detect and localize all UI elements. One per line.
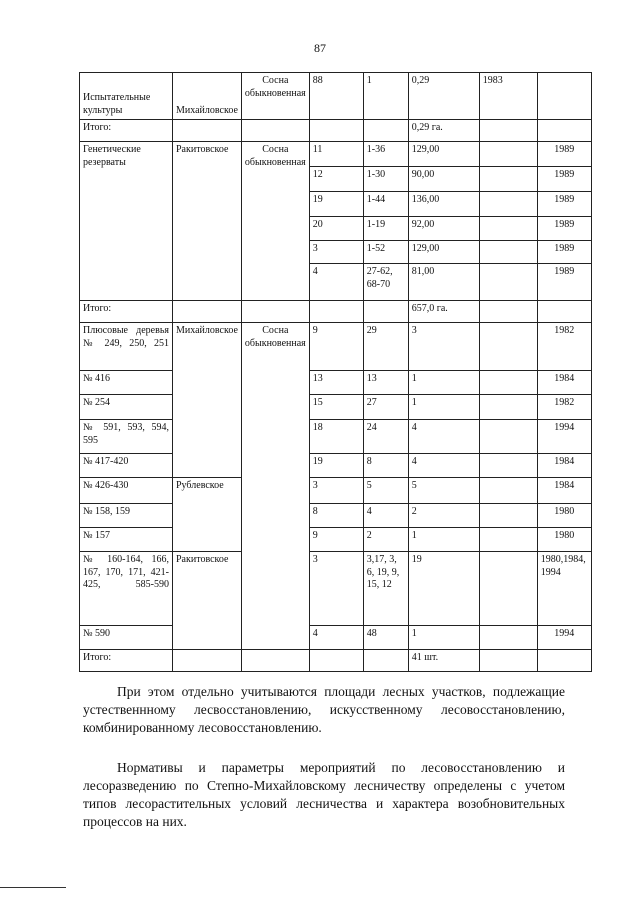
cell-c4: 4 (309, 626, 363, 650)
cell-c8: 1984 (537, 478, 591, 504)
cell-c6: 92,00 (408, 217, 479, 241)
table-row (80, 420, 592, 454)
cell-c5: 8 (363, 454, 408, 478)
cell-c5: 1-36 (363, 142, 408, 167)
cell-c5: 27 (363, 395, 408, 420)
cell-c4: 12 (309, 167, 363, 192)
cell-c4: 18 (309, 420, 363, 454)
cell-c8: 1980 (537, 504, 591, 528)
total-label: Итого: (80, 301, 173, 323)
cell-c4: 20 (309, 217, 363, 241)
cell-name: Испытательные культуры (80, 73, 173, 120)
cell-c6: 1 (408, 371, 479, 395)
cell-c8: 1980,1984,1994 (537, 552, 591, 626)
cell-c4: 8 (309, 504, 363, 528)
cell-name: № 254 (80, 395, 173, 420)
cell-forestry: Ракитовское (173, 552, 242, 650)
cell-c8: 1989 (537, 167, 591, 192)
cell-c4: 4 (309, 264, 363, 301)
cell-c4: 9 (309, 323, 363, 371)
cell-c5: 27-62, 68-70 (363, 264, 408, 301)
total-value: 657,0 га. (408, 301, 479, 323)
cell-c6: 1 (408, 528, 479, 552)
table-row (80, 301, 592, 323)
cell-c7: 1983 (479, 73, 537, 120)
cell-c8: 1989 (537, 192, 591, 217)
cell-name: № 416 (80, 371, 173, 395)
cell-name: Генетические резерваты (80, 142, 173, 301)
cell-c4: 15 (309, 395, 363, 420)
table-row (80, 142, 592, 167)
cell-c5: 1-44 (363, 192, 408, 217)
cell-c5: 1-52 (363, 241, 408, 264)
cell-c4: 3 (309, 552, 363, 626)
table-row (80, 323, 592, 371)
paragraph-1: При этом отдельно учитываются площади лесных участков, подлежащие устественнному лесвосстановлению, искусственному лесовосстановлению, комбинированному лесовосстановлению. (83, 684, 565, 735)
cell-name: Плюсовые деревья № 249, 250, 251 (80, 323, 173, 371)
cell-c6: 5 (408, 478, 479, 504)
cell-c6: 19 (408, 552, 479, 626)
cell-c5: 1-19 (363, 217, 408, 241)
cell-name: № 590 (80, 626, 173, 650)
cell-c8: 1982 (537, 395, 591, 420)
total-value: 41 шт. (408, 650, 479, 672)
total-value: 0,29 га. (408, 120, 479, 142)
cell-name: № 591, 593, 594, 595 (80, 420, 173, 454)
total-label: Итого: (80, 120, 173, 142)
cell-c6: 1 (408, 395, 479, 420)
cell-name: № 160-164, 166, 167, 170, 171, 421- 425, 585-590 (80, 552, 173, 626)
cell-c5: 4 (363, 504, 408, 528)
cell-c4: 9 (309, 528, 363, 552)
cell-species: Сосна обыкновенная (241, 73, 309, 120)
cell-c6: 4 (408, 454, 479, 478)
table-row (80, 478, 592, 504)
cell-c6: 81,00 (408, 264, 479, 301)
cell-c8: 1984 (537, 371, 591, 395)
cell-c5: 2 (363, 528, 408, 552)
table-row (80, 650, 592, 672)
table-row (80, 626, 592, 650)
cell-c8 (537, 73, 591, 120)
cell-c4: 19 (309, 454, 363, 478)
cell-c8: 1989 (537, 264, 591, 301)
cell-species: Сосна обыкновенная (241, 142, 309, 301)
cell-c5: 29 (363, 323, 408, 371)
cell-c8: 1994 (537, 626, 591, 650)
cell-c4: 3 (309, 478, 363, 504)
cell-c8: 1984 (537, 454, 591, 478)
cell-c4: 11 (309, 142, 363, 167)
cell-c4: 13 (309, 371, 363, 395)
cell-c6: 1 (408, 626, 479, 650)
cell-name: № 158, 159 (80, 504, 173, 528)
cell-c6: 0,29 (408, 73, 479, 120)
cell-forestry: Ракитовское (173, 142, 242, 301)
footnote-divider (0, 887, 66, 888)
cell-forestry: Михайловское (173, 73, 242, 120)
cell-c5: 13 (363, 371, 408, 395)
cell-c5: 3,17, 3, 6, 19, 9, 15, 12 (363, 552, 408, 626)
cell-forestry: Рублевское (173, 478, 242, 552)
cell-c8: 1989 (537, 142, 591, 167)
table-row (80, 371, 592, 395)
cell-c8: 1989 (537, 241, 591, 264)
cell-c8: 1982 (537, 323, 591, 371)
cell-name: № 426-430 (80, 478, 173, 504)
cell-forestry: Михайловское (173, 323, 242, 478)
cell-c4: 3 (309, 241, 363, 264)
table-row (80, 504, 592, 528)
cell-c6: 136,00 (408, 192, 479, 217)
cell-c5: 1 (363, 73, 408, 120)
table-row (80, 73, 592, 120)
table-row (80, 120, 592, 142)
cell-c5: 1-30 (363, 167, 408, 192)
cell-c8: 1994 (537, 420, 591, 454)
cell-name: № 417-420 (80, 454, 173, 478)
cell-c6: 90,00 (408, 167, 479, 192)
forest-table (79, 72, 592, 672)
page-number: 87 (314, 41, 326, 55)
cell-c5: 24 (363, 420, 408, 454)
cell-c6: 2 (408, 504, 479, 528)
cell-name: № 157 (80, 528, 173, 552)
cell-c6: 129,00 (408, 142, 479, 167)
cell-c8: 1989 (537, 217, 591, 241)
cell-c4: 88 (309, 73, 363, 120)
total-label: Итого: (80, 650, 173, 672)
table-row (80, 395, 592, 420)
cell-c5: 48 (363, 626, 408, 650)
cell-c6: 129,00 (408, 241, 479, 264)
table-row (80, 552, 592, 626)
cell-c6: 4 (408, 420, 479, 454)
cell-c5: 5 (363, 478, 408, 504)
cell-c6: 3 (408, 323, 479, 371)
paragraph-2: Нормативы и параметры мероприятий по лесовосстановлению и лесоразведению по Степно-Михайловскому лесничеству определены с учетом типов лесорастительных условий лесничества и характера возобновительных процессов на них. (83, 760, 565, 829)
cell-c8: 1980 (537, 528, 591, 552)
cell-species: Сосна обыкновенная (241, 323, 309, 650)
table-row (80, 528, 592, 552)
table-row (80, 454, 592, 478)
cell-c4: 19 (309, 192, 363, 217)
